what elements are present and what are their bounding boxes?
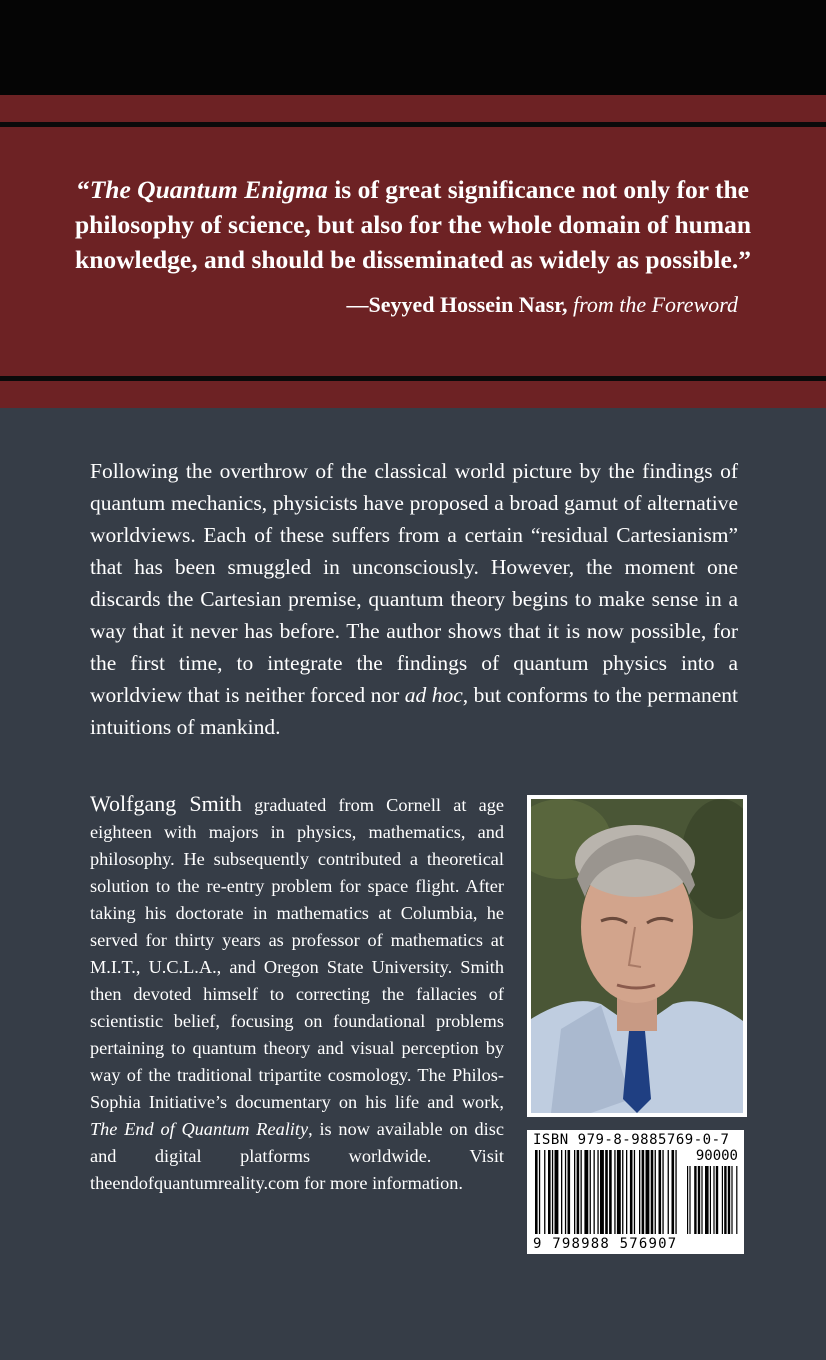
ean-number: 9 798988 576907 xyxy=(533,1236,678,1252)
barcode-bar xyxy=(642,1150,645,1234)
barcode-bar xyxy=(626,1150,627,1234)
quote-open-mark: “ xyxy=(76,175,90,204)
barcode-bar xyxy=(535,1150,538,1234)
attribution-source: from the Foreword xyxy=(573,292,738,317)
price-barcode-bar xyxy=(736,1166,737,1234)
price-barcode-bar xyxy=(731,1166,732,1234)
barcode-bar xyxy=(565,1150,566,1234)
price-barcode-bar xyxy=(710,1166,711,1234)
barcode-bar xyxy=(675,1150,676,1234)
blurb-text-before: Following the overthrow of the classical world picture by the findings of quantum mechanics, physicists have proposed a broad gamut of alternative worldviews. Each of these suffers from a certain “residual Cartesianism” that has been smuggled in unconsciously. However, the moment one discards the Cartesian premise, quantum theory begins to make sense in a way that it never has before. The author shows that it is now possible, for the first time, to integrate the findings of quantum physics into a worldview that is neither forced nor xyxy=(90,459,738,707)
price-barcode-bar xyxy=(689,1166,690,1234)
barcode-bar xyxy=(609,1150,612,1234)
isbn-barcode xyxy=(527,1130,744,1254)
barcode-bar xyxy=(561,1150,562,1234)
barcode-bar xyxy=(577,1150,580,1234)
barcode-bar xyxy=(574,1150,575,1234)
barcode-bar xyxy=(634,1150,635,1234)
barcode-bar xyxy=(600,1150,604,1234)
author-photo xyxy=(527,795,747,1117)
barcode-bar xyxy=(597,1150,598,1234)
barcode-bar xyxy=(651,1150,654,1234)
price-barcode-bar xyxy=(698,1166,700,1234)
author-portrait-image xyxy=(531,799,743,1113)
attribution-dash: — xyxy=(346,292,369,317)
attribution-name: Seyyed Hossein Nasr, xyxy=(368,292,568,317)
price-barcode-bar xyxy=(713,1166,714,1234)
price-barcode-bar xyxy=(728,1166,730,1234)
barcode-bar xyxy=(614,1150,615,1234)
bio-text-after: , is now available on disc and digital platforms worldwide. Visit theendofquantumreality.com for more information. xyxy=(90,1119,504,1193)
top-black-band xyxy=(0,0,826,95)
barcode-bar xyxy=(672,1150,675,1234)
price-barcode-bar xyxy=(716,1166,718,1234)
barcode-bar xyxy=(594,1150,595,1234)
price-barcode-bar xyxy=(722,1166,723,1234)
barcode-bar xyxy=(646,1150,650,1234)
price-code: 90000 xyxy=(695,1148,738,1164)
barcode-bar xyxy=(617,1150,621,1234)
barcode-bar xyxy=(655,1150,656,1234)
barcode-bar xyxy=(584,1150,588,1234)
barcode-bar xyxy=(605,1150,608,1234)
bio-text-before: graduated from Cornell at age eighteen with majors in physics, mathematics, and philosophy. He subsequently contributed a theoretical solution to the re-entry problem for space flight. After taking his doctorate in mathematics at Columbia, he served for thirty years as professor of mathematics at M.I.T., U.C.L.A., and Oregon State University. Smith then devoted himself to correcting the fallacies of scientistic belief, focusing on foundational problems pertaining to quantum theory and visual perception by way of the traditional tripartite cosmology. The Philos-Sophia Initiative’s documentary on his life and work, xyxy=(90,795,504,1112)
barcode-bar xyxy=(622,1150,623,1234)
barcode-bar xyxy=(548,1150,551,1234)
quote-book-title: The Quantum Enigma xyxy=(89,175,328,204)
barcode-bar xyxy=(552,1150,553,1234)
price-barcode-bar xyxy=(694,1166,696,1234)
price-barcode-bar xyxy=(705,1166,709,1234)
barcode-bar xyxy=(639,1150,640,1234)
price-barcode-bar xyxy=(687,1166,688,1234)
price-barcode-bar xyxy=(701,1166,702,1234)
quote-attribution xyxy=(346,292,738,318)
barcode-bar xyxy=(590,1150,591,1234)
barcode-bar xyxy=(662,1150,663,1234)
barcode-bar xyxy=(659,1150,662,1234)
price-barcode-bar xyxy=(724,1166,726,1234)
barcode-bar xyxy=(555,1150,559,1234)
barcode-bar xyxy=(630,1150,633,1234)
blurb-text-after: , but conforms to the permanent intuitions of mankind. xyxy=(90,683,739,739)
stripe-divider-top xyxy=(0,122,826,127)
pull-quote xyxy=(60,172,766,277)
barcode-bar xyxy=(544,1150,545,1234)
stripe-divider-bottom xyxy=(0,376,826,381)
quote-text: is of great significance not only for the philosophy of science, but also for the whole domain of human knowledge, and should be disseminated as widely as possible.” xyxy=(74,175,752,274)
isbn-number: ISBN 979-8-9885769-0-7 xyxy=(533,1132,730,1148)
barcode-bar xyxy=(668,1150,669,1234)
barcode-bar xyxy=(581,1150,582,1234)
book-description xyxy=(90,455,738,743)
barcode-bar xyxy=(568,1150,571,1234)
blurb-emphasis: ad hoc xyxy=(404,683,463,707)
barcode-bar xyxy=(539,1150,540,1234)
bio-author-name: Wolfgang Smith xyxy=(90,791,242,816)
author-bio xyxy=(90,790,504,1197)
bio-film-title: The End of Quantum Reality xyxy=(90,1119,309,1139)
